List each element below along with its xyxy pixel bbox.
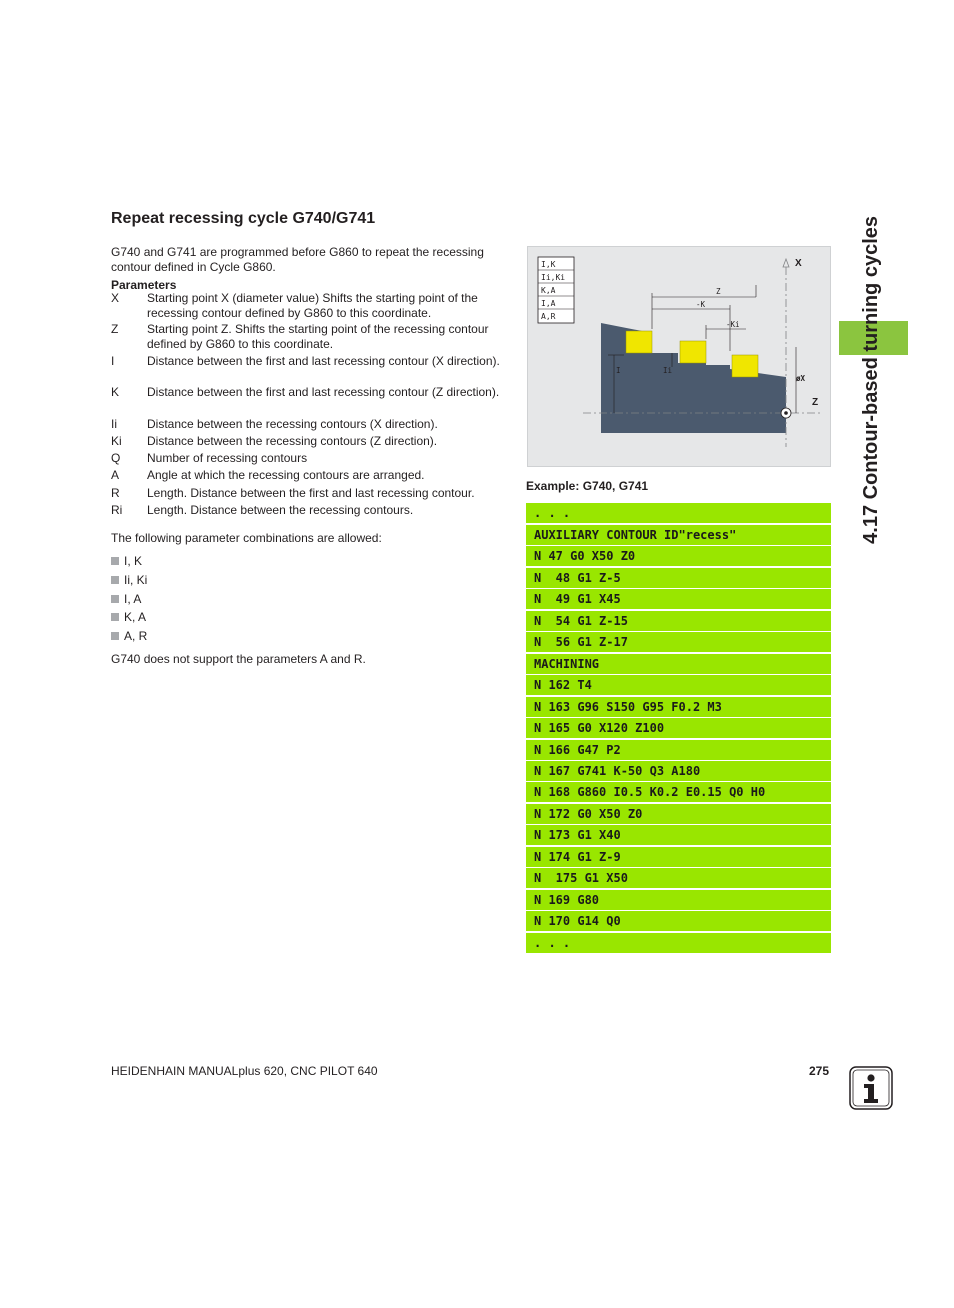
code-line: . . . [526, 503, 831, 523]
chapter-side-title [853, 214, 887, 774]
note-text: G740 does not support the parameters A and R. [111, 652, 366, 666]
recessing-diagram [527, 246, 831, 467]
parameter-description: Length. Distance between the first and last recessing contour. [147, 486, 475, 500]
intro-paragraph: G740 and G741 are programmed before G860 to repeat the recessing contour defined in Cycle G860. [111, 245, 484, 274]
code-line: N 163 G96 S150 G95 F0.2 M3 [526, 697, 831, 717]
x-axis-label: X [795, 258, 802, 269]
parameter-description: Distance between the first and last recessing contour (X direction). [147, 354, 500, 368]
parameter-description: Distance between the first and last recessing contour (Z direction). [147, 385, 500, 399]
page-number: 275 [809, 1064, 830, 1078]
bullet-icon [111, 613, 119, 621]
code-line: N 174 G1 Z-9 [526, 847, 831, 867]
code-line: N 165 G0 X120 Z100 [526, 718, 831, 738]
code-line: N 47 G0 X50 Z0 [526, 546, 831, 566]
origin-dot-icon [784, 411, 788, 415]
combination-item [111, 610, 146, 624]
combination-label: I, K [124, 554, 143, 568]
footer-title: HEIDENHAIN MANUALplus 620, CNC PILOT 640 [111, 1064, 378, 1078]
combinations-intro: The following parameter combinations are allowed: [111, 531, 382, 545]
parameter-symbol: Ri [111, 503, 123, 517]
code-line: N 166 G47 P2 [526, 740, 831, 760]
example-caption: Example: G740, G741 [526, 479, 649, 493]
bullet-icon [111, 595, 119, 603]
parameter-symbol: I [111, 354, 115, 368]
bullet-icon [111, 632, 119, 640]
combination-label: I, A [124, 592, 142, 606]
code-line: N 167 G741 K-50 Q3 A180 [526, 761, 831, 781]
parameter-symbol: Ii [111, 417, 117, 431]
bullet-icon [111, 557, 119, 565]
dimension-z-label: Z [716, 287, 721, 296]
parameter-symbol: X [111, 291, 120, 305]
combination-label: K, A [124, 610, 147, 624]
code-line: N 175 G1 X50 [526, 868, 831, 888]
code-line: N 48 G1 Z-5 [526, 568, 831, 588]
code-line: N 168 G860 I0.5 K0.2 E0.15 Q0 H0 [526, 782, 831, 802]
code-line: N 56 G1 Z-17 [526, 632, 831, 652]
code-line: N 49 G1 X45 [526, 589, 831, 609]
legend-entry: K,A [541, 286, 556, 295]
parameter-symbol: A [111, 468, 120, 482]
recess-1 [626, 331, 652, 353]
parameter-description: Distance between the recessing contours (Z direction). [147, 434, 438, 448]
code-line: N 170 G14 Q0 [526, 911, 831, 931]
code-line: N 54 G1 Z-15 [526, 611, 831, 631]
code-line: N 169 G80 [526, 890, 831, 910]
section-title: Repeat recessing cycle G740/G741 [111, 210, 376, 227]
dimension-ki-label: -Ki [726, 320, 740, 329]
dimension-i-label: I [616, 366, 621, 375]
combination-label: Ii, Ki [124, 573, 148, 587]
combination-item [111, 629, 147, 643]
dimension-k-label: -K [696, 300, 706, 309]
parameter-symbol: K [111, 385, 120, 399]
legend-entry: Ii,Ki [541, 273, 566, 282]
combination-label: A, R [124, 629, 148, 643]
recess-2 [680, 341, 706, 363]
info-icon [849, 1066, 893, 1110]
legend-entry: I,K [541, 260, 556, 269]
bullet-icon [111, 576, 119, 584]
recess-3 [732, 355, 758, 377]
parameter-description: Starting point X (diameter value) Shifts the starting point of the recessing contour defined by G860 to this coordinate. [147, 291, 478, 320]
dimension-diameter-label: øX [796, 374, 806, 383]
code-line: . . . [526, 933, 831, 953]
code-line: AUXILIARY CONTOUR ID"recess" [526, 525, 831, 545]
code-line: N 162 T4 [526, 675, 831, 695]
parameter-description: Length. Distance between the recessing contours. [147, 503, 414, 517]
code-line: N 173 G1 X40 [526, 825, 831, 845]
parameter-description: Angle at which the recessing contours are arranged. [147, 468, 425, 482]
code-line: MACHINING [526, 654, 831, 674]
parameter-symbol: Q [111, 451, 121, 465]
parameter-symbol: R [111, 486, 120, 500]
combination-item [111, 592, 141, 606]
code-line: N 172 G0 X50 Z0 [526, 804, 831, 824]
chapter-title-text: 4.17 Contour-based turning cycles [860, 216, 882, 544]
diagram-canvas [528, 247, 830, 466]
combination-item [111, 554, 142, 568]
combination-item [111, 573, 147, 587]
parameter-symbol: Z [111, 322, 119, 336]
x-axis-arrow-icon [783, 259, 789, 267]
legend-entry: A,R [541, 312, 556, 321]
parameter-description: Number of recessing contours [147, 451, 308, 465]
dimension-ii-label: Ii [663, 366, 673, 375]
diagram-legend [538, 257, 574, 323]
z-axis-label: Z [812, 397, 819, 408]
legend-entry: I,A [541, 299, 556, 308]
parameter-symbol: Ki [111, 434, 122, 448]
parameters-heading: Parameters [111, 278, 177, 292]
parameter-description: Starting point Z. Shifts the starting point of the recessing contour defined by G860 to this coordinate. [147, 322, 489, 351]
parameter-description: Distance between the recessing contours (X direction). [147, 417, 438, 431]
